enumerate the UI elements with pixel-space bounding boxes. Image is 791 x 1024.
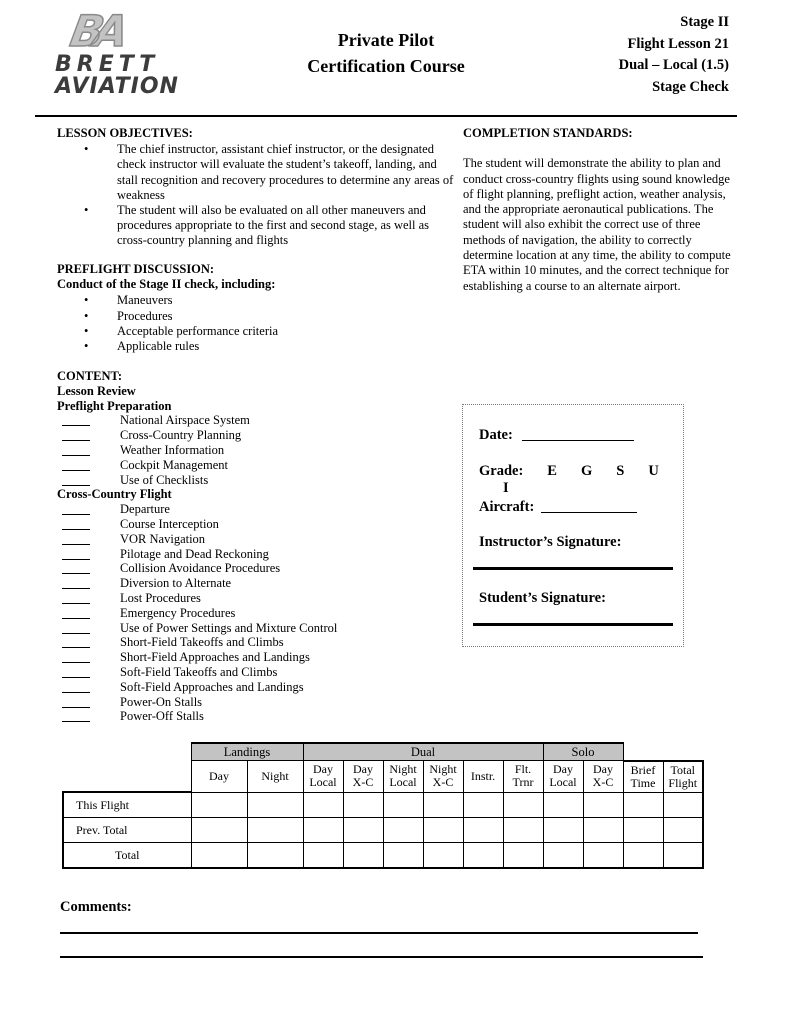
content-heading: CONTENT: bbox=[57, 369, 123, 383]
brett-aviation-logo bbox=[55, 7, 215, 99]
table-cell bbox=[463, 818, 503, 843]
col-header-dual-day-xc: Day X-C bbox=[343, 761, 383, 793]
table-cell bbox=[663, 792, 703, 818]
table-cell bbox=[343, 843, 383, 869]
date-label: Date: bbox=[479, 427, 513, 443]
logo-ba-monogram-icon: BA bbox=[66, 7, 124, 57]
table-cell bbox=[623, 792, 663, 818]
row-label-prev-total: Prev. Total bbox=[63, 818, 191, 843]
checklist-blank bbox=[62, 474, 90, 486]
table-cell bbox=[583, 818, 623, 843]
grade-option-s: S bbox=[616, 463, 625, 479]
table-cell bbox=[503, 843, 543, 869]
grade-option-g: G bbox=[580, 463, 593, 479]
grade-label: Grade: bbox=[479, 463, 524, 479]
checklist-blank bbox=[62, 651, 90, 663]
instructor-signature-line bbox=[473, 567, 673, 570]
checklist-item bbox=[57, 458, 457, 473]
discussion-item: • Acceptable performance criteria bbox=[57, 324, 455, 339]
checklist-label: Power-On Stalls bbox=[120, 694, 203, 709]
checklist-label: Emergency Procedures bbox=[120, 605, 236, 620]
checklist-label: Soft-Field Approaches and Landings bbox=[120, 679, 304, 694]
table-cell bbox=[247, 843, 303, 869]
objective-item: • The student will also be evaluated on all other maneuvers and procedures appropriate to the first and second stage, as well as cross-country planning and flights bbox=[57, 203, 455, 249]
checklist-blank bbox=[62, 577, 90, 589]
checklist-blank bbox=[62, 503, 90, 515]
checklist-item bbox=[57, 561, 457, 576]
checklist-label: Lost Procedures bbox=[120, 590, 201, 605]
comments-line bbox=[60, 956, 703, 958]
checklist-label: Short-Field Takeoffs and Climbs bbox=[120, 635, 284, 650]
table-cell bbox=[623, 843, 663, 869]
col-header-solo-day-xc: Day X-C bbox=[583, 761, 623, 793]
checklist-item bbox=[57, 576, 457, 591]
checklist-blank bbox=[62, 696, 90, 708]
checklist-blank bbox=[62, 666, 90, 678]
table-cell bbox=[543, 843, 583, 869]
checklist-item bbox=[57, 635, 457, 650]
section-title-lesson-review: Lesson Review bbox=[57, 383, 136, 398]
discussion-item: • Procedures bbox=[57, 309, 455, 324]
grade-row bbox=[479, 463, 671, 497]
checklist-blank bbox=[62, 533, 90, 545]
checklist-item bbox=[57, 428, 457, 443]
checklist-blank bbox=[62, 592, 90, 604]
table-cell bbox=[623, 818, 663, 843]
checklist-label: Course Interception bbox=[120, 516, 219, 531]
table-cell bbox=[247, 792, 303, 818]
meta-stage-check: Stage Check bbox=[652, 78, 729, 95]
logo-brett-text: BRETT bbox=[55, 52, 160, 77]
lesson-objectives-section bbox=[57, 126, 455, 249]
table-cell bbox=[383, 818, 423, 843]
table-cell bbox=[247, 818, 303, 843]
table-cell bbox=[343, 818, 383, 843]
meta-flight-lesson: Flight Lesson 21 bbox=[627, 35, 729, 52]
checklist-label: Pilotage and Dead Reckoning bbox=[120, 546, 269, 561]
checklist-label: Cross-Country Planning bbox=[120, 428, 242, 443]
checklist-blank bbox=[62, 414, 90, 426]
lesson-objectives-list bbox=[57, 142, 455, 248]
discussion-item: • Maneuvers bbox=[57, 293, 455, 308]
section-title-preflight-preparation: Preflight Preparation bbox=[57, 398, 172, 413]
col-header-flt-trnr: Flt. Trnr bbox=[503, 761, 543, 793]
col-header-total-flight: Total Flight bbox=[663, 761, 703, 793]
checklist-label: Short-Field Approaches and Landings bbox=[120, 650, 310, 665]
completion-standards-heading: COMPLETION STANDARDS: bbox=[463, 126, 633, 140]
table-cell bbox=[423, 818, 463, 843]
grade-option-i: I bbox=[503, 480, 509, 496]
lesson-objectives-heading: LESSON OBJECTIVES: bbox=[57, 126, 193, 140]
checklist-item bbox=[57, 547, 457, 562]
checklist-item bbox=[57, 709, 457, 724]
checklist-blank bbox=[62, 607, 90, 619]
table-cell bbox=[463, 792, 503, 818]
checklist-item bbox=[57, 517, 457, 532]
checklist-item bbox=[57, 650, 457, 665]
col-header-landings-night: Night bbox=[247, 761, 303, 793]
aircraft-blank bbox=[541, 499, 637, 513]
checklist-blank bbox=[62, 429, 90, 441]
checklist-item bbox=[57, 695, 457, 710]
group-header-landings: Landings bbox=[191, 743, 303, 761]
checklist-label: Power-Off Stalls bbox=[120, 709, 204, 724]
col-header-dual-day-local: Day Local bbox=[303, 761, 343, 793]
col-header-instr: Instr. bbox=[463, 761, 503, 793]
checklist-blank bbox=[62, 710, 90, 722]
table-cell bbox=[543, 792, 583, 818]
checklist-label: VOR Navigation bbox=[120, 531, 206, 546]
grade-option-u: U bbox=[648, 463, 659, 479]
objective-item: • The chief instructor, assistant chief instructor, or the designated check instructor will evaluate the student’s takeoff, landing, and stall recognition and recovery procedures to determine any areas of weakness bbox=[57, 142, 455, 203]
checklist-blank bbox=[62, 548, 90, 560]
table-cell bbox=[663, 818, 703, 843]
checklist-item bbox=[57, 473, 457, 488]
table-cell bbox=[503, 792, 543, 818]
checklist-blank bbox=[62, 622, 90, 634]
table-cell bbox=[191, 792, 247, 818]
checklist-item bbox=[57, 413, 457, 428]
table-cell bbox=[191, 818, 247, 843]
table-cell bbox=[423, 792, 463, 818]
col-header-brief-time: Brief Time bbox=[623, 761, 663, 793]
table-cell bbox=[583, 843, 623, 869]
checklist-blank bbox=[62, 518, 90, 530]
checklist-item bbox=[57, 591, 457, 606]
checklist-label: Collision Avoidance Procedures bbox=[120, 561, 281, 576]
column-header-row bbox=[63, 761, 703, 793]
logo-aviation-text: AVIATION bbox=[55, 74, 179, 99]
grade-signature-box bbox=[462, 404, 684, 647]
table-cell bbox=[191, 843, 247, 869]
section-title-cross-country-flight: Cross-Country Flight bbox=[57, 487, 172, 502]
table-corner-spacer bbox=[63, 761, 191, 793]
meta-stage: Stage II bbox=[680, 14, 729, 30]
content-section bbox=[57, 369, 457, 724]
student-signature-line bbox=[473, 623, 673, 626]
aircraft-label: Aircraft: bbox=[479, 499, 535, 515]
table-row-prev-total bbox=[63, 818, 703, 843]
col-header-landings-day: Day bbox=[191, 761, 247, 793]
checklist-blank bbox=[62, 636, 90, 648]
checklist-blank bbox=[62, 681, 90, 693]
course-title-line-2: Certification Course bbox=[307, 56, 465, 76]
grade-option-e: E bbox=[547, 463, 557, 479]
aircraft-row bbox=[479, 499, 671, 516]
checklist-item bbox=[57, 680, 457, 695]
table-cell bbox=[583, 792, 623, 818]
table-cell bbox=[503, 818, 543, 843]
checklist-label: Soft-Field Takeoffs and Climbs bbox=[120, 664, 278, 679]
completion-standards-section bbox=[463, 126, 743, 294]
group-header-row bbox=[63, 743, 703, 761]
checklist-blank bbox=[62, 459, 90, 471]
table-cell bbox=[543, 818, 583, 843]
col-header-dual-night-xc: Night X-C bbox=[423, 761, 463, 793]
completion-standards-body: The student will demonstrate the ability to plan and conduct cross-country flights using sound knowledge of flight planning, preflight action, weather analysis, and the appropriate aeronautical publications. The student will also exhibit the correct use of three methods of navigation, the ability to correctly determine location at any time, the ability to compute ETA within 10 minutes, and the correct technique for establishing a course to an alternate airport. bbox=[463, 156, 731, 293]
table-cell bbox=[303, 818, 343, 843]
group-header-dual: Dual bbox=[303, 743, 543, 761]
course-title bbox=[196, 27, 576, 79]
checklist-label: Departure bbox=[120, 502, 170, 517]
preflight-discussion-heading: PREFLIGHT DISCUSSION: bbox=[57, 262, 215, 276]
checklist-label: National Airspace System bbox=[120, 413, 250, 428]
checklist-label: Weather Information bbox=[120, 442, 225, 457]
checklist-label: Use of Power Settings and Mixture Control bbox=[120, 620, 338, 635]
table-cell bbox=[383, 843, 423, 869]
checklist-item bbox=[57, 443, 457, 458]
header-divider bbox=[35, 115, 737, 117]
checklist-blank bbox=[62, 444, 90, 456]
instructor-signature-label: Instructor’s Signature: bbox=[479, 534, 622, 550]
flight-time-table bbox=[62, 742, 704, 869]
table-cell bbox=[343, 792, 383, 818]
table-row-this-flight bbox=[63, 792, 703, 818]
row-label-this-flight: This Flight bbox=[63, 792, 191, 818]
checklist-item bbox=[57, 621, 457, 636]
table-row-total bbox=[63, 843, 703, 869]
lesson-meta bbox=[619, 12, 729, 98]
group-header-solo: Solo bbox=[543, 743, 623, 761]
table-cell bbox=[303, 792, 343, 818]
table-cell bbox=[423, 843, 463, 869]
comments-heading: Comments: bbox=[60, 899, 132, 915]
table-cell bbox=[663, 843, 703, 869]
table-cell bbox=[303, 843, 343, 869]
col-header-dual-night-local: Night Local bbox=[383, 761, 423, 793]
date-row bbox=[479, 427, 671, 444]
checklist-item bbox=[57, 532, 457, 547]
preflight-discussion-list bbox=[57, 293, 455, 354]
table-cell bbox=[383, 792, 423, 818]
comments-line bbox=[60, 932, 698, 934]
meta-dual-local: Dual – Local (1.5) bbox=[618, 57, 729, 73]
preflight-discussion-subheading: Conduct of the Stage II check, including: bbox=[57, 277, 276, 292]
course-title-line-1: Private Pilot bbox=[337, 30, 435, 50]
table-corner-spacer bbox=[63, 743, 191, 761]
table-corner-spacer bbox=[623, 743, 703, 761]
checklist-label: Use of Checklists bbox=[120, 472, 209, 487]
col-header-solo-day-local: Day Local bbox=[543, 761, 583, 793]
discussion-item: • Applicable rules bbox=[57, 339, 455, 354]
row-label-total: Total bbox=[63, 843, 191, 869]
preflight-discussion-section bbox=[57, 262, 455, 354]
checklist-item bbox=[57, 502, 457, 517]
checklist-label: Diversion to Alternate bbox=[120, 576, 232, 591]
checklist-item bbox=[57, 665, 457, 680]
student-signature-label: Student’s Signature: bbox=[479, 590, 606, 606]
checklist-label: Cockpit Management bbox=[120, 457, 228, 472]
date-blank bbox=[522, 427, 634, 441]
checklist-blank bbox=[62, 562, 90, 574]
checklist-item bbox=[57, 606, 457, 621]
table-cell bbox=[463, 843, 503, 869]
